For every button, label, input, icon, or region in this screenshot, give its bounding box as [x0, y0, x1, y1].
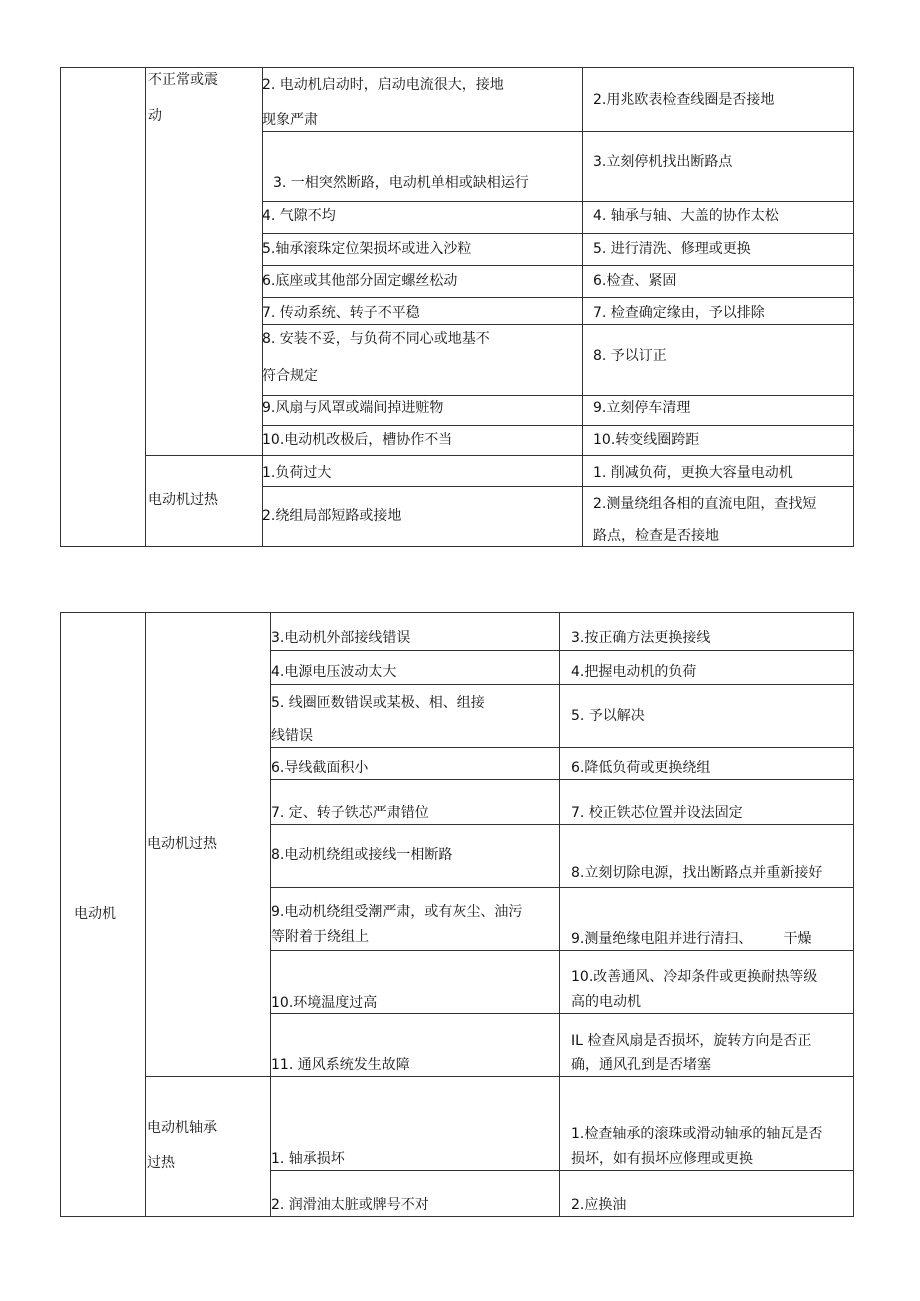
- cause-text: 2.绕组局部短路或接地: [262, 508, 402, 524]
- divider: [262, 297, 854, 298]
- remedy-text: IL 检查风扇是否损坏，旋转方向是否正: [571, 1033, 812, 1049]
- remedy-text: 10.改善通风、冷却条件或更换耐热等级: [571, 969, 818, 985]
- divider: [262, 201, 854, 202]
- divider: [145, 455, 854, 456]
- remedy-text: 3.立刻停机找出断路点: [593, 154, 733, 170]
- divider: [145, 1076, 854, 1077]
- cause-text: 5.轴承滚珠定位架损坏或进入沙粒: [262, 241, 472, 257]
- remedy-text: 9.测量绝缘电阻并进行清扫、 干燥: [571, 931, 812, 947]
- remedy-text: 5. 予以解决: [571, 708, 645, 724]
- remedy-text: 7. 校正铁芯位置并设法固定: [571, 805, 743, 821]
- divider: [559, 613, 560, 1216]
- divider: [270, 887, 854, 888]
- divider: [582, 68, 583, 546]
- remedy-text: 6.降低负荷或更换绕组: [571, 760, 711, 776]
- remedy-text: 确，通风孔到是否堵塞: [571, 1057, 711, 1073]
- cause-text: 4.电源电压波动太大: [271, 664, 397, 680]
- remedy-text: 1.检查轴承的滚珠或滑动轴承的轴瓦是否: [571, 1126, 823, 1142]
- equipment-category: 电动机: [74, 906, 116, 922]
- cause-text: 6.导线截面积小: [271, 760, 369, 776]
- remedy-text: 8. 予以订正: [593, 348, 667, 364]
- cause-text: 11. 通风系统发生故障: [271, 1057, 410, 1073]
- fault-table-1: [60, 67, 854, 547]
- fault-group-name: 不正常或震: [148, 72, 218, 88]
- cause-text: 8.电动机绕组或接线一相断路: [271, 847, 453, 863]
- cause-text: 1.负荷过大: [262, 465, 332, 481]
- cause-text: 10.电动机改极后，槽协作不当: [262, 432, 453, 448]
- remedy-text: 5. 进行清洗、修理或更换: [593, 241, 751, 257]
- fault-group-name: 电动机过热: [147, 836, 217, 852]
- remedy-text: 4. 轴承与轴、大盖的协作太松: [593, 208, 779, 224]
- divider: [262, 233, 854, 234]
- cause-text: 7. 定、转子铁芯严肃错位: [271, 805, 429, 821]
- divider: [145, 68, 146, 546]
- remedy-text: 9.立刻停车清理: [593, 400, 691, 416]
- fault-group-name: 电动机过热: [148, 492, 218, 508]
- divider: [262, 265, 854, 266]
- cause-text: 2. 润滑油太脏或牌号不对: [271, 1197, 429, 1213]
- cause-text: 5. 线圈匝数错误或某极、相、组接: [271, 695, 485, 711]
- cause-text: 9.风扇与风罩或端间掉进赃物: [262, 400, 444, 416]
- remedy-text: 4.把握电动机的负荷: [571, 664, 697, 680]
- cause-text: 3. 一相突然断路，电动机单相或缺相运行: [273, 175, 529, 191]
- cause-text: 2. 电动机启动时，启动电流很大，接地: [262, 77, 504, 93]
- divider: [262, 131, 854, 132]
- divider: [270, 747, 854, 748]
- cause-text: 3.电动机外部接线错误: [271, 630, 411, 646]
- cause-text: 4. 气隙不均: [262, 208, 336, 224]
- remedy-text: 2.测量绕组各相的直流电阻，查找短: [593, 496, 817, 512]
- remedy-text: 路点，检查是否接地: [593, 528, 719, 544]
- remedy-text: 3.按正确方法更换接线: [571, 630, 711, 646]
- fault-group-name: 动: [148, 108, 162, 124]
- remedy-text: 10.转变线圈跨距: [593, 432, 700, 448]
- cause-text: 8. 安装不妥，与负荷不同心或地基不: [262, 331, 490, 347]
- cause-text: 现象严肃: [262, 112, 318, 128]
- fault-group-name: 过热: [147, 1155, 175, 1171]
- divider: [270, 1170, 854, 1171]
- cause-text: 符合规定: [262, 368, 318, 384]
- remedy-text: 1. 削减负荷，更换大容量电动机: [593, 465, 793, 481]
- remedy-text: 2.应换油: [571, 1197, 627, 1213]
- remedy-text: 高的电动机: [571, 994, 641, 1010]
- remedy-text: 2.用兆欧表检查线圈是否接地: [593, 92, 775, 108]
- cause-text: 线错误: [271, 728, 313, 744]
- remedy-text: 7. 检查确定缘由，予以排除: [593, 305, 765, 321]
- cause-text: 6.底座或其他部分固定螺丝松动: [262, 273, 458, 289]
- cause-text: 10.环境温度过高: [271, 995, 378, 1011]
- remedy-text: 损坏，如有损坏应修理或更换: [571, 1151, 753, 1167]
- divider: [262, 486, 854, 487]
- cause-text: 7. 传动系统、转子不平稳: [262, 305, 420, 321]
- fault-group-name: 电动机轴承: [147, 1120, 217, 1136]
- divider: [145, 613, 146, 1216]
- fault-table-2: [60, 612, 854, 1217]
- divider: [262, 425, 854, 426]
- remedy-text: 8.立刻切除电源，找出断路点并重新接好: [571, 865, 823, 881]
- remedy-text: 6.检查、紧固: [593, 273, 677, 289]
- cause-text: 9.电动机绕组受潮严肃，或有灰尘、油污: [271, 904, 523, 920]
- cause-text: 等附着于绕组上: [271, 929, 369, 945]
- cause-text: 1. 轴承损坏: [271, 1151, 345, 1167]
